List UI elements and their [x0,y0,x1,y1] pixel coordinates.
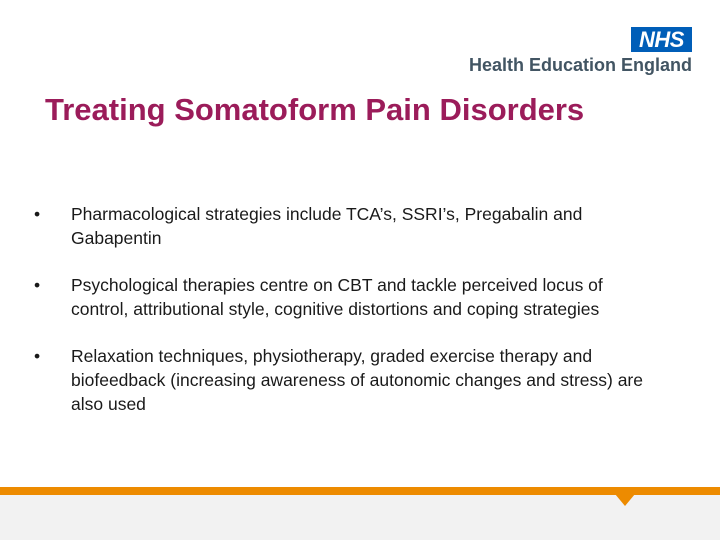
footer-notch [615,494,635,506]
bullet-marker: • [34,346,41,366]
slide-title: Treating Somatoform Pain Disorders [45,92,585,127]
bullet-text: Pharmacological strategies include TCA’s, SSRI’s, Pregabalin and Gabapentin [71,204,583,248]
bullet-item [34,273,644,321]
bullet-marker: • [34,204,41,224]
bullet-text: Relaxation techniques, physiotherapy, graded exercise therapy and biofeedback (increasing awareness of autonomic changes and stress) are also used [71,346,643,414]
footer-accent-bar [0,487,720,495]
nhs-logo: NHS [631,27,692,52]
bullet-item [34,344,644,416]
bullet-list [34,202,644,416]
organisation-name: Health Education England [468,55,692,75]
footer-band [0,495,720,540]
bullet-text: Psychological therapies centre on CBT and tackle perceived locus of control, attributional style, cognitive distortions and coping strategies [71,275,603,319]
bullet-marker: • [34,275,41,295]
bullet-item [34,202,644,250]
